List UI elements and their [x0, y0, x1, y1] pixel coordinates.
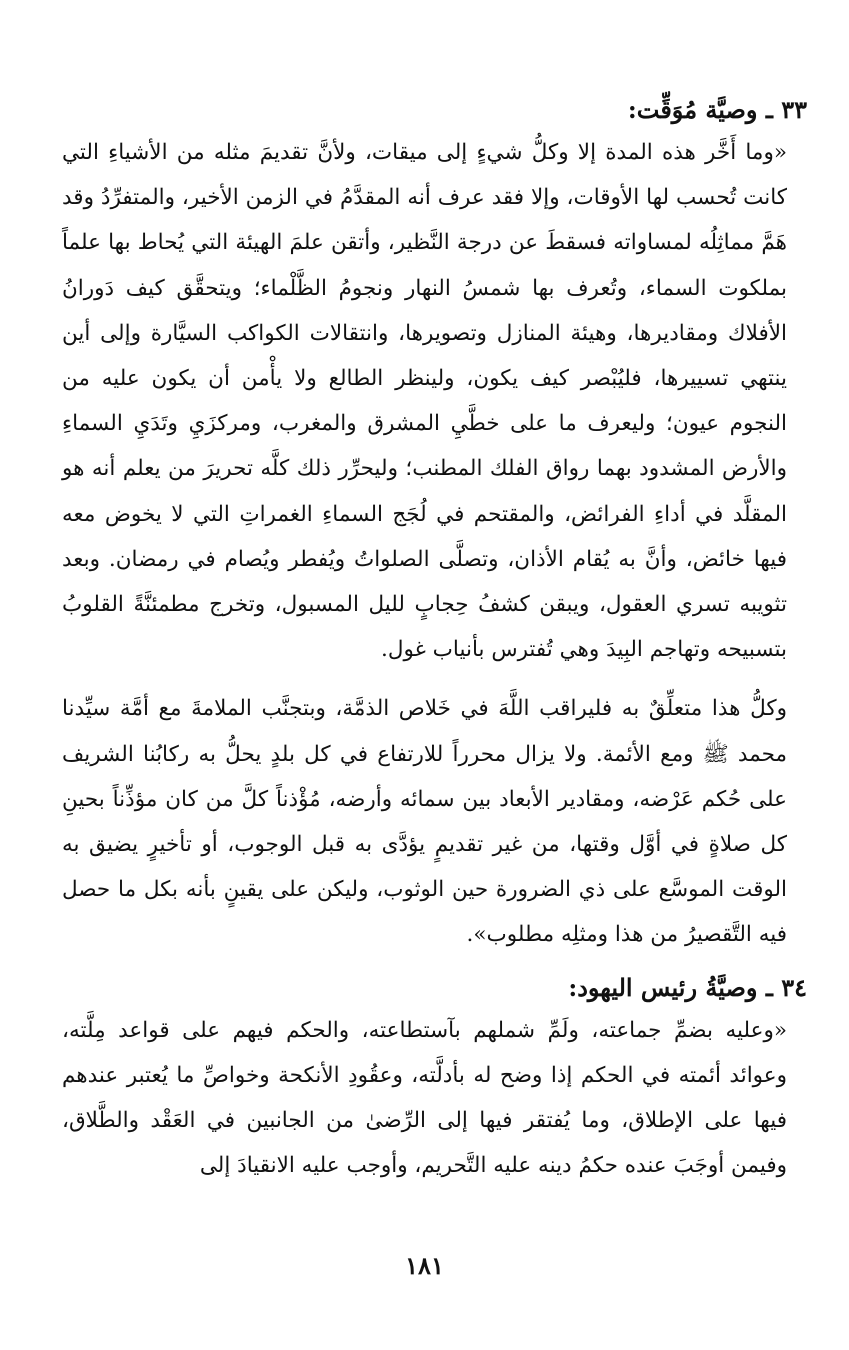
body-paragraph: وكلُّ هذا متعلِّقٌ به فليراقب اللَّهَ في خَلاص الذمَّة، وبتجنَّب الملامةَ مع أمَّة سيِّدنا محمد ﷺ ومع الأئمة. ولا يزال محرراً للارتفاع في كل بلدٍ يحلُّ به ركابُنا الشريف على حُكم عَرْضه، ومقادير الأبعاد بين سمائه وأرضه، مُؤْذناً كلَّ من كان مؤذِّناً بحينِ كل صلاةٍ في أوَّل وقتها، من غير تقديمٍ يؤدَّى به قبل الوجوب، أو تأخيرٍ يضيق به الوقت الموسَّع على ذي الضرورة حين الوثوب، وليكن على يقينٍ بأنه بكل ما حصل فيه التَّقصيرُ من هذا ومثلِه مطلوب». [62, 696, 787, 948]
section-34 [62, 968, 807, 1189]
body-paragraph: «وما أَخَّر هذه المدة إلا وكلُّ شيءٍ إلى ميقات، ولأنَّ تقديمَ مثله من الأشياءِ التي كانت تُحسب لها الأوقات، وإلا فقد عرف أنه المقدَّمُ في الزمن الأخير، والمتفرِّدُ وقد هَمَّ مماثِلُه لمساواته فسقطَ عن درجة النَّظير، وأتقن علمَ الهيئة التي يُحاط بها علماً بملكوت السماء، وتُعرف بها شمسُ النهار ونجومُ الظَّلْماء؛ ويتحقَّق كيف دَورانُ الأفلاك ومقاديرها، وهيئة المنازل وتصويرها، وانتقالات الكواكب السيَّارة وإلى أين ينتهي تسييرها، فليُبْصر كيف يكون، ولينظر الطالع ولا يأْمن أن يكون عليه من النجوم عيون؛ وليعرف ما على خطَّيِ المشرق والمغرب، ومركزَيِ وتَدَيِ السماءِ والأرض المشدود بهما رواق الفلك المطنب؛ وليحرِّر ذلك كلَّه تحريرَ من يعلم أنه هو المقلَّد في أداءِ الفرائض، والمقتحم في لُجَج السماءِ الغمراتِ التي لا يخوض معه فيها خائض، وأنَّ به يُقام الأذان، وتصلَّى الصلواتُ ويُفطر ويُصام في رمضان. وبعد تثويبه تسري العقول، ويبقن كشفُ حِجابٍ لليل المسبول، وتخرج مطمئنَّةً القلوبُ بتسبيحه وتهاجم البِيدَ وهي تُفترس بأنياب غول. [62, 140, 787, 663]
section-33 [62, 90, 807, 958]
body-paragraph: «وعليه بضمِّ جماعته، ولَمِّ شملهم بآستطاعته، والحكم فيهم على قواعد مِلَّته، وعوائد أئمته في الحكم إذا وضح له بأدلَّته، وعقُودِ الأنكحة وخواصِّ ما يُعتبر عندهم فيها على الإطلاق، وما يُفتقر فيها إلى الرِّضىٰ من الجانبين في العَقْد والطَّلاق، وفيمن أوجَبَ عنده حكمُ دينه عليه التَّحريم، وأوجب عليه الانقيادَ إلى [62, 1017, 787, 1179]
section-heading: ٣٤ ـ وصيَّةُ رئيس اليهود: [568, 972, 807, 1002]
page-number: ١٨١ [405, 1251, 444, 1280]
section-heading: ٣٣ ـ وصيَّة مُوَقِّت: [627, 95, 807, 124]
